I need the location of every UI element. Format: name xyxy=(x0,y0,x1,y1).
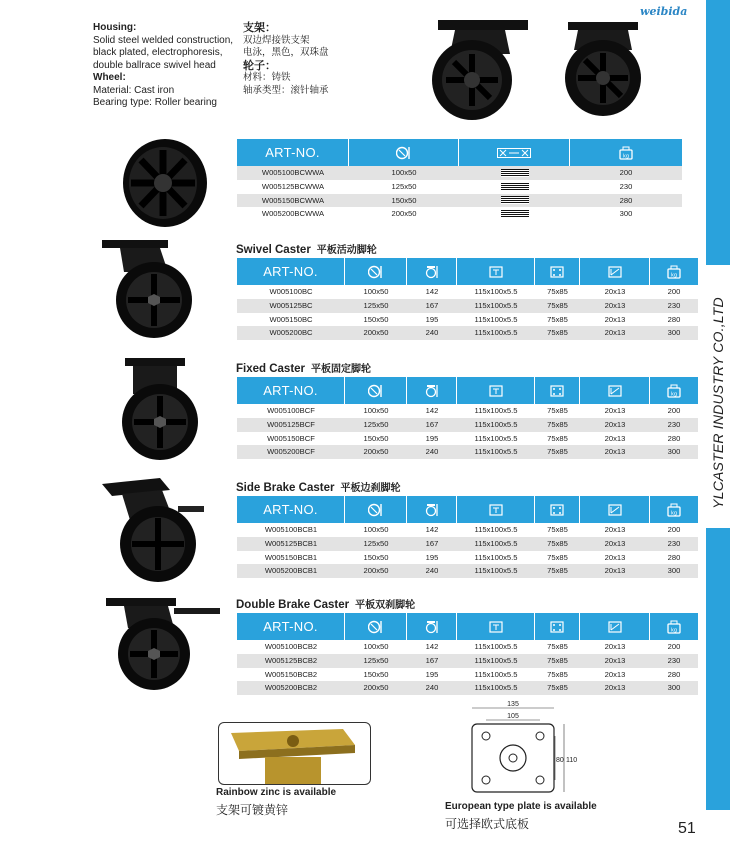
european-plate-drawing xyxy=(458,700,588,800)
cell-load: 230 xyxy=(667,538,681,548)
cell-art: W005200BC xyxy=(269,328,313,338)
caster-spec-table xyxy=(237,377,698,459)
cell-bolt-hole: 75x85 xyxy=(547,300,568,310)
wheel-photo xyxy=(117,136,213,230)
plate-size-icon xyxy=(457,496,535,523)
cell-hole-size: 20x13 xyxy=(604,683,626,693)
cell-bore xyxy=(459,169,570,177)
cell-plate-size: 115x100x5.5 xyxy=(474,655,518,665)
cell-wheel-size: 200x50 xyxy=(363,328,389,338)
table-row xyxy=(237,640,698,654)
cell-bore xyxy=(459,196,570,204)
cell-bolt-hole: 75x85 xyxy=(547,419,568,429)
table-row xyxy=(237,681,698,695)
cell-wheel-size: 150x50 xyxy=(363,552,389,562)
section-title-en: Double Brake Caster xyxy=(236,599,350,611)
cell-art: W005200BCF xyxy=(267,447,315,457)
height-icon xyxy=(407,496,457,523)
page-number: 51 xyxy=(678,820,696,837)
cell-height: 167 xyxy=(425,538,439,548)
section-title-en: Side Brake Caster xyxy=(236,482,335,494)
housing-line: Solid steel welded construction, xyxy=(93,34,234,46)
wheel-material: Material: Cast iron xyxy=(93,84,175,96)
table-row xyxy=(237,668,698,682)
wheel-size-icon xyxy=(349,139,459,166)
cell-wheel-size: 100x50 xyxy=(363,642,389,651)
cell-load: 280 xyxy=(667,552,681,562)
section-title xyxy=(236,241,377,256)
wheel-label: Wheel: xyxy=(93,72,126,83)
cell-hole-size: 20x13 xyxy=(604,655,626,665)
cell-art: W005125BCF xyxy=(267,419,315,429)
cell-art: W005100BC xyxy=(269,287,313,296)
cell-plate-size: 115x100x5.5 xyxy=(474,538,518,548)
hole-size-icon xyxy=(580,496,650,523)
cell-plate-size: 115x100x5.5 xyxy=(474,314,518,324)
cell-bolt-hole: 75x85 xyxy=(547,287,568,296)
svg-text:kg: kg xyxy=(670,510,678,516)
cell-plate-size: 115x100x5.5 xyxy=(474,433,518,443)
cell-height: 195 xyxy=(425,552,439,562)
section-title-cn: 平板活动脚轮 xyxy=(316,245,377,256)
cell-load: 280 xyxy=(667,669,681,679)
cell-bolt-hole: 75x85 xyxy=(547,655,568,665)
specs-english xyxy=(93,22,233,110)
cell-bolt-hole: 75x85 xyxy=(547,552,568,562)
cell-bolt-hole: 75x85 xyxy=(547,525,568,534)
bore-mark xyxy=(501,210,529,218)
table-row xyxy=(237,537,698,551)
cell-wheel-size: 150x50 xyxy=(391,195,417,205)
section-title-en: Swivel Caster xyxy=(236,244,311,256)
swivel-caster-photo xyxy=(100,238,210,342)
table-row xyxy=(237,194,682,208)
caster-spec-table xyxy=(237,496,698,578)
cell-art: W005150BC xyxy=(269,314,313,324)
side-accent-bar-top xyxy=(706,0,730,265)
rainbow-zinc-image xyxy=(218,722,371,785)
cell-wheel-size: 125x50 xyxy=(363,300,389,310)
bracket-line-cn: 双边焊接铁支架 xyxy=(243,34,310,46)
cell-plate-size: 115x100x5.5 xyxy=(474,300,518,310)
bolt-hole-icon xyxy=(535,613,580,640)
cell-hole-size: 20x13 xyxy=(604,287,626,296)
height-icon xyxy=(407,613,457,640)
table-row xyxy=(237,523,698,537)
cell-height: 142 xyxy=(425,642,439,651)
cell-wheel-size: 125x50 xyxy=(363,655,389,665)
cell-plate-size: 115x100x5.5 xyxy=(474,447,518,457)
company-name-vertical: YLCASTER INDUSTRY CO.,LTD xyxy=(710,297,726,509)
cell-hole-size: 20x13 xyxy=(604,314,626,324)
cell-plate-size: 115x100x5.5 xyxy=(474,683,518,693)
cell-hole-size: 20x13 xyxy=(604,552,626,562)
cell-wheel-size: 200x50 xyxy=(363,566,389,576)
section-title-en: Fixed Caster xyxy=(236,363,306,375)
cell-plate-size: 115x100x5.5 xyxy=(474,566,518,576)
cell-height: 167 xyxy=(425,655,439,665)
cell-load: 200 xyxy=(619,168,633,177)
bearing-cn: 轴承类型：滚针轴承 xyxy=(243,84,329,96)
cell-plate-size: 115x100x5.5 xyxy=(474,287,518,296)
bracket-line-cn: 电泳，黑色，双珠盘 xyxy=(243,47,329,58)
hole-size-icon xyxy=(580,613,650,640)
rainbow-zinc-note: Rainbow zinc is available xyxy=(216,787,337,798)
table-row xyxy=(237,564,698,578)
cell-wheel-size: 125x50 xyxy=(363,419,389,429)
plate-dim-outer-width: 135 xyxy=(507,701,519,708)
brand-logo: weibida xyxy=(640,5,688,18)
load-weight-icon xyxy=(650,613,698,640)
cell-height: 195 xyxy=(425,433,439,443)
table-row xyxy=(237,166,682,180)
plate-size-icon xyxy=(457,258,535,285)
bolt-hole-icon xyxy=(535,258,580,285)
cell-bolt-hole: 75x85 xyxy=(547,683,568,693)
table-row xyxy=(237,180,682,194)
cell-wheel-size: 100x50 xyxy=(391,168,417,177)
cell-wheel-size: 150x50 xyxy=(363,433,389,443)
cell-art: W005125BC xyxy=(269,300,313,310)
swivel-caster-photo-hero xyxy=(410,14,545,122)
table-row xyxy=(237,326,698,340)
cell-plate-size: 115x100x5.5 xyxy=(474,328,518,338)
cell-bolt-hole: 75x85 xyxy=(547,669,568,679)
plate-dim-inner-height: 80 xyxy=(556,757,564,764)
table-header xyxy=(237,613,698,640)
cell-art: W005125BCB1 xyxy=(264,538,318,548)
cell-art: W005150BCWWA xyxy=(261,195,325,205)
cell-wheel-size: 150x50 xyxy=(363,314,389,324)
cell-art: W005125BCB2 xyxy=(264,655,318,665)
cell-load: 200 xyxy=(667,525,681,534)
european-plate-note-cn: 可选择欧式底板 xyxy=(445,817,530,831)
cell-load: 280 xyxy=(667,314,681,324)
cell-height: 195 xyxy=(425,669,439,679)
plate-size-icon xyxy=(457,613,535,640)
plate-dim-outer-height: 110 xyxy=(566,757,578,764)
bolt-hole-icon xyxy=(535,496,580,523)
cell-bolt-hole: 75x85 xyxy=(547,433,568,443)
plate-dim-inner-width: 105 xyxy=(507,713,519,720)
cell-height: 240 xyxy=(425,683,439,693)
cell-art: W005150BCB1 xyxy=(264,552,318,562)
cell-load: 300 xyxy=(667,447,681,457)
cell-plate-size: 115x100x5.5 xyxy=(474,406,518,415)
cell-wheel-size: 100x50 xyxy=(363,525,389,534)
cell-wheel-size: 125x50 xyxy=(363,538,389,548)
cell-bolt-hole: 75x85 xyxy=(547,314,568,324)
table-row xyxy=(237,207,682,221)
cell-load: 300 xyxy=(619,209,633,219)
double-brake-caster-photo xyxy=(104,594,224,694)
cell-hole-size: 20x13 xyxy=(604,300,626,310)
svg-text:kg: kg xyxy=(670,272,678,278)
bore-mark xyxy=(501,169,529,177)
cell-height: 142 xyxy=(425,525,439,534)
cell-plate-size: 115x100x5.5 xyxy=(474,525,518,534)
bore-size-icon xyxy=(459,139,570,166)
load-weight-icon xyxy=(650,258,698,285)
load-weight-icon xyxy=(650,496,698,523)
cell-hole-size: 20x13 xyxy=(604,419,626,429)
cell-wheel-size: 200x50 xyxy=(363,447,389,457)
cell-load: 300 xyxy=(667,328,681,338)
header-art-no: ART-NO. xyxy=(237,139,349,166)
cell-load: 280 xyxy=(667,433,681,443)
cell-hole-size: 20x13 xyxy=(604,669,626,679)
section-title xyxy=(236,596,415,611)
header-art-no: ART-NO. xyxy=(237,496,345,523)
side-brake-caster-photo xyxy=(100,476,215,586)
table-row xyxy=(237,418,698,432)
cell-hole-size: 20x13 xyxy=(604,328,626,338)
cell-load: 200 xyxy=(667,406,681,415)
table-row xyxy=(237,313,698,327)
cell-bore xyxy=(459,183,570,191)
cell-bolt-hole: 75x85 xyxy=(547,566,568,576)
hole-size-icon xyxy=(580,258,650,285)
table-row xyxy=(237,445,698,459)
cell-hole-size: 20x13 xyxy=(604,447,626,457)
svg-text:kg: kg xyxy=(670,391,678,397)
cell-load: 300 xyxy=(667,683,681,693)
section-title-cn: 平板双刹脚轮 xyxy=(355,600,416,611)
cell-hole-size: 20x13 xyxy=(604,566,626,576)
cell-height: 195 xyxy=(425,314,439,324)
material-cn: 材料：铸铁 xyxy=(243,72,291,83)
cell-height: 240 xyxy=(425,328,439,338)
hole-size-icon xyxy=(580,377,650,404)
cell-art: W005150BCB2 xyxy=(264,669,318,679)
cell-wheel-size: 150x50 xyxy=(363,669,389,679)
cell-plate-size: 115x100x5.5 xyxy=(474,419,518,429)
cell-height: 167 xyxy=(425,300,439,310)
wheel-size-icon xyxy=(345,496,407,523)
load-weight-icon xyxy=(650,377,698,404)
cell-height: 142 xyxy=(425,406,439,415)
cell-hole-size: 20x13 xyxy=(604,642,626,651)
cell-height: 142 xyxy=(425,287,439,296)
wheel-label-cn: 轮子： xyxy=(243,58,276,72)
header-art-no: ART-NO. xyxy=(237,377,345,404)
header-art-no: ART-NO. xyxy=(237,613,345,640)
cell-art: W005200BCB2 xyxy=(264,683,318,693)
header-art-no: ART-NO. xyxy=(237,258,345,285)
housing-line: black plated, electrophoresis, xyxy=(93,47,223,58)
cell-art: W005100BCF xyxy=(267,406,315,415)
wheel-spec-table xyxy=(237,139,682,221)
bore-mark xyxy=(501,183,529,191)
wheel-size-icon xyxy=(345,613,407,640)
wheel-size-icon xyxy=(345,377,407,404)
section-title-cn: 平板固定脚轮 xyxy=(311,364,372,375)
section-title xyxy=(236,479,400,494)
cell-hole-size: 20x13 xyxy=(604,538,626,548)
table-header xyxy=(237,377,698,404)
cell-art: W005150BCF xyxy=(267,433,315,443)
bore-mark xyxy=(501,196,529,204)
svg-text:kg: kg xyxy=(622,153,630,159)
cell-plate-size: 115x100x5.5 xyxy=(474,642,518,651)
load-weight-icon xyxy=(570,139,682,166)
table-row xyxy=(237,432,698,446)
cell-art: W005100BCB1 xyxy=(264,525,318,534)
caster-spec-table xyxy=(237,613,698,695)
cell-bolt-hole: 75x85 xyxy=(547,447,568,457)
caster-spec-table xyxy=(237,258,698,340)
section-title-cn: 平板边刹脚轮 xyxy=(340,483,401,494)
cell-plate-size: 115x100x5.5 xyxy=(474,552,518,562)
bolt-hole-icon xyxy=(535,377,580,404)
cell-load: 230 xyxy=(667,655,681,665)
fixed-caster-photo-hero xyxy=(548,20,658,120)
cell-load: 230 xyxy=(619,181,633,191)
plate-size-icon xyxy=(457,377,535,404)
cell-load: 230 xyxy=(667,300,681,310)
bracket-label-cn: 支架： xyxy=(243,21,276,34)
cell-hole-size: 20x13 xyxy=(604,406,626,415)
table-row xyxy=(237,654,698,668)
cell-load: 200 xyxy=(667,287,681,296)
table-row xyxy=(237,551,698,565)
housing-line: double ballrace swivel head xyxy=(93,59,216,71)
cell-bolt-hole: 75x85 xyxy=(547,538,568,548)
cell-wheel-size: 100x50 xyxy=(363,406,389,415)
cell-art: W005100BCWWA xyxy=(261,168,325,177)
cell-hole-size: 20x13 xyxy=(604,433,626,443)
table-row xyxy=(237,299,698,313)
table-row xyxy=(237,285,698,299)
cell-height: 240 xyxy=(425,447,439,457)
fixed-caster-photo xyxy=(115,356,215,466)
cell-plate-size: 115x100x5.5 xyxy=(474,669,518,679)
height-icon xyxy=(407,258,457,285)
cell-bolt-hole: 75x85 xyxy=(547,328,568,338)
european-plate-note: European type plate is available xyxy=(445,801,597,812)
cell-art: W005125BCWWA xyxy=(261,181,325,191)
cell-wheel-size: 125x50 xyxy=(391,181,417,191)
side-accent-bar-bottom xyxy=(706,528,730,810)
specs-chinese xyxy=(243,22,329,97)
table-header xyxy=(237,139,682,166)
cell-art: W005100BCB2 xyxy=(264,642,318,651)
cell-bolt-hole: 75x85 xyxy=(547,642,568,651)
cell-art: W005200BCWWA xyxy=(261,209,325,219)
table-row xyxy=(237,404,698,418)
table-header xyxy=(237,258,698,285)
rainbow-zinc-note-cn: 支架可镀黄锌 xyxy=(216,803,289,817)
cell-load: 200 xyxy=(667,642,681,651)
housing-label: Housing: xyxy=(93,22,137,33)
svg-text:kg: kg xyxy=(670,627,678,633)
height-icon xyxy=(407,377,457,404)
cell-height: 167 xyxy=(425,419,439,429)
table-header xyxy=(237,496,698,523)
bearing-type: Bearing type: Roller bearing xyxy=(93,97,217,108)
wheel-size-icon xyxy=(345,258,407,285)
cell-load: 300 xyxy=(667,566,681,576)
cell-load: 230 xyxy=(667,419,681,429)
cell-hole-size: 20x13 xyxy=(604,525,626,534)
table-body xyxy=(237,166,682,221)
cell-bolt-hole: 75x85 xyxy=(547,406,568,415)
cell-wheel-size: 100x50 xyxy=(363,287,389,296)
cell-art: W005200BCB1 xyxy=(264,566,318,576)
cell-wheel-size: 200x50 xyxy=(391,209,417,219)
cell-wheel-size: 200x50 xyxy=(363,683,389,693)
cell-bore xyxy=(459,210,570,218)
section-title xyxy=(236,360,371,375)
cell-height: 240 xyxy=(425,566,439,576)
cell-load: 280 xyxy=(619,195,633,205)
